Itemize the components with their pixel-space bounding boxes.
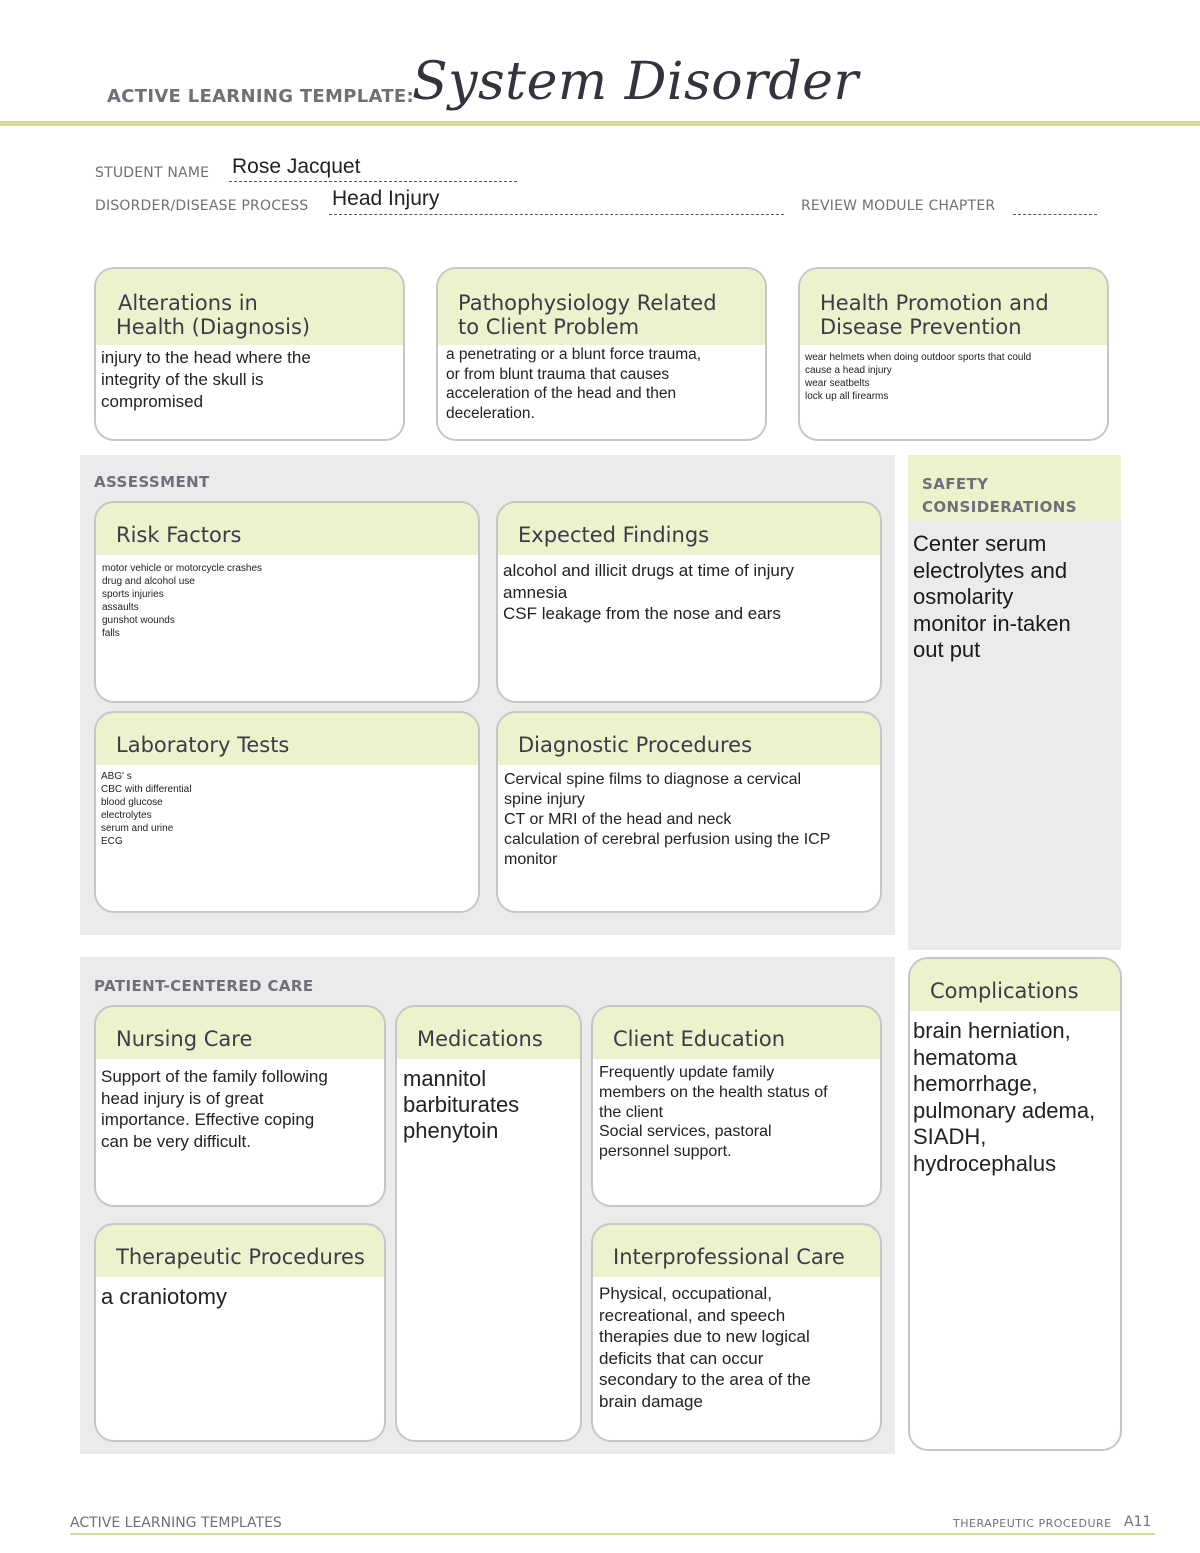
- expected-findings-card: [496, 501, 882, 703]
- list-item: barbiturates: [403, 1092, 520, 1117]
- list-item: drug and alcohol use: [102, 576, 195, 587]
- list-item: calculation of cerebral perfusion using the ICP: [504, 831, 831, 848]
- list-item: gunshot wounds: [102, 615, 175, 626]
- list-item: ECG: [101, 836, 123, 847]
- list-item: Physical, occupational,: [599, 1284, 772, 1303]
- risk-factors-title: Risk Factors: [96, 503, 478, 555]
- list-item: hydrocephalus: [913, 1150, 1057, 1176]
- list-item: out put: [913, 637, 981, 662]
- list-item: serum and urine: [101, 823, 174, 834]
- body-line: deceleration.: [446, 404, 535, 422]
- footer-divider: [70, 1533, 1155, 1535]
- risk-factors-body: [96, 555, 478, 640]
- safety-label: SAFETY CONSIDERATIONS: [922, 475, 1077, 516]
- list-item: hemorrhage,: [913, 1071, 1038, 1096]
- list-item: assaults: [102, 602, 139, 613]
- body-line: wear seatbelts: [805, 378, 870, 389]
- list-item: electrolytes: [101, 810, 152, 821]
- list-item: CBC with differential: [101, 784, 192, 795]
- list-item: spine injury: [504, 791, 585, 808]
- list-item: CT or MRI of the head and neck: [504, 811, 732, 828]
- disorder-field[interactable]: Head Injury: [332, 187, 440, 210]
- list-item: falls: [102, 628, 120, 639]
- list-item: Frequently update family: [599, 1064, 775, 1081]
- disorder-underline: [329, 214, 784, 215]
- template-label: ACTIVE LEARNING TEMPLATE:: [107, 86, 414, 107]
- page-number: A11: [1124, 1514, 1152, 1530]
- list-item: amnesia: [503, 582, 568, 602]
- list-item: sports injuries: [102, 589, 164, 600]
- health-promotion-title: Health Promotion and Disease Prevention: [800, 269, 1107, 345]
- student-name-field[interactable]: Rose Jacquet: [232, 155, 361, 178]
- list-item: Support of the family following: [101, 1067, 328, 1086]
- laboratory-tests-body: [96, 765, 478, 848]
- alterations-card: [94, 267, 405, 441]
- list-item: a craniotomy: [101, 1284, 227, 1309]
- body-line: lock up all firearms: [805, 391, 889, 402]
- list-item: alcohol and illicit drugs at time of injury: [503, 561, 795, 580]
- review-module-underline: [1013, 214, 1097, 215]
- complications-card: [908, 957, 1122, 1451]
- laboratory-tests-card: [94, 711, 480, 913]
- list-item: electrolytes and: [913, 557, 1068, 583]
- health-promotion-body: [800, 345, 1107, 403]
- body-line: acceleration of the head and then: [446, 385, 677, 402]
- body-line: compromised: [101, 392, 204, 411]
- list-item: mannitol: [403, 1066, 487, 1091]
- pathophysiology-title: Pathophysiology Related to Client Problem: [438, 269, 765, 345]
- pathophysiology-card: [436, 267, 767, 441]
- therapeutic-procedures-card: [94, 1223, 386, 1442]
- list-item: monitor: [504, 851, 558, 868]
- body-line: wear helmets when doing outdoor sports that could: [805, 352, 1032, 363]
- interprofessional-care-card: [591, 1223, 882, 1442]
- list-item: blood glucose: [101, 797, 163, 808]
- health-promotion-card: [798, 267, 1109, 441]
- complications-title: Complications: [910, 959, 1120, 1011]
- list-item: members on the health status of: [599, 1083, 828, 1101]
- list-item: osmolarity: [913, 584, 1014, 609]
- list-item: personnel support.: [599, 1143, 732, 1161]
- risk-factors-card: [94, 501, 480, 703]
- review-module-label: REVIEW MODULE CHAPTER: [801, 198, 996, 214]
- student-name-label: STUDENT NAME: [95, 165, 210, 181]
- client-education-card: [591, 1005, 882, 1207]
- list-item: ABG' s: [101, 771, 132, 782]
- patient-care-label: PATIENT-CENTERED CARE: [94, 977, 314, 995]
- safety-panel: [908, 455, 1121, 950]
- list-item: SIADH,: [913, 1124, 987, 1149]
- nursing-care-body: [96, 1059, 384, 1152]
- therapeutic-procedures-title: Therapeutic Procedures: [96, 1225, 384, 1277]
- footer-right-text: THERAPEUTIC PROCEDURE: [953, 1517, 1112, 1530]
- list-item: CSF leakage from the nose and ears: [503, 604, 781, 623]
- list-item: phenytoin: [403, 1118, 499, 1143]
- client-education-title: Client Education: [593, 1007, 880, 1059]
- list-item: deficits that can occur: [599, 1348, 764, 1368]
- list-item: Cervical spine films to diagnose a cervical: [504, 771, 802, 788]
- diagnostic-procedures-title: Diagnostic Procedures: [498, 713, 880, 765]
- list-item: can be very difficult.: [101, 1131, 251, 1151]
- complications-body: [910, 1011, 1120, 1177]
- nursing-care-card: [94, 1005, 386, 1207]
- medications-card: [395, 1005, 582, 1442]
- list-item: brain damage: [599, 1391, 703, 1411]
- list-item: Center serum: [913, 531, 1047, 556]
- body-line: integrity of the skull is: [101, 370, 264, 389]
- client-education-body: [593, 1059, 880, 1162]
- diagnostic-procedures-card: [496, 711, 882, 913]
- assessment-label: ASSESSMENT: [94, 473, 210, 491]
- list-item: motor vehicle or motorcycle crashes: [102, 563, 263, 574]
- medications-title: Medications: [397, 1007, 580, 1059]
- disorder-label: DISORDER/DISEASE PROCESS: [95, 198, 309, 214]
- list-item: brain herniation,: [913, 1018, 1071, 1043]
- list-item: recreational, and speech: [599, 1305, 786, 1325]
- page-title: System Disorder: [412, 52, 859, 112]
- diagnostic-procedures-body: [498, 765, 880, 870]
- header-divider: [0, 121, 1200, 126]
- body-line: a penetrating or a blunt force trauma,: [446, 346, 702, 363]
- list-item: secondary to the area of the: [599, 1370, 811, 1390]
- body-line: or from blunt trauma that causes: [446, 365, 670, 383]
- safety-body: [913, 531, 1071, 664]
- interprofessional-care-title: Interprofessional Care: [593, 1225, 880, 1277]
- laboratory-tests-title: Laboratory Tests: [96, 713, 478, 765]
- list-item: Social services, pastoral: [599, 1123, 772, 1141]
- medications-body: [397, 1059, 580, 1144]
- body-line: cause a head injury: [805, 365, 892, 376]
- expected-findings-body: [498, 555, 880, 625]
- list-item: hematoma: [913, 1044, 1017, 1070]
- body-line: injury to the head where the: [101, 348, 311, 367]
- interprofessional-care-body: [593, 1277, 880, 1413]
- list-item: importance. Effective coping: [101, 1110, 315, 1129]
- pathophysiology-body: [438, 345, 765, 423]
- nursing-care-title: Nursing Care: [96, 1007, 384, 1059]
- student-name-underline: [229, 181, 517, 182]
- expected-findings-title: Expected Findings: [498, 503, 880, 555]
- list-item: the client: [599, 1103, 664, 1121]
- alterations-title: Alterations in Health (Diagnosis): [96, 269, 403, 345]
- therapeutic-procedures-body: [96, 1277, 384, 1310]
- list-item: therapies due to new logical: [599, 1327, 810, 1347]
- alterations-body: [96, 345, 403, 413]
- list-item: monitor in-taken: [913, 610, 1071, 636]
- list-item: head injury is of great: [101, 1088, 264, 1108]
- list-item: pulmonary adema,: [913, 1097, 1096, 1123]
- footer-left-text: ACTIVE LEARNING TEMPLATES: [70, 1515, 282, 1531]
